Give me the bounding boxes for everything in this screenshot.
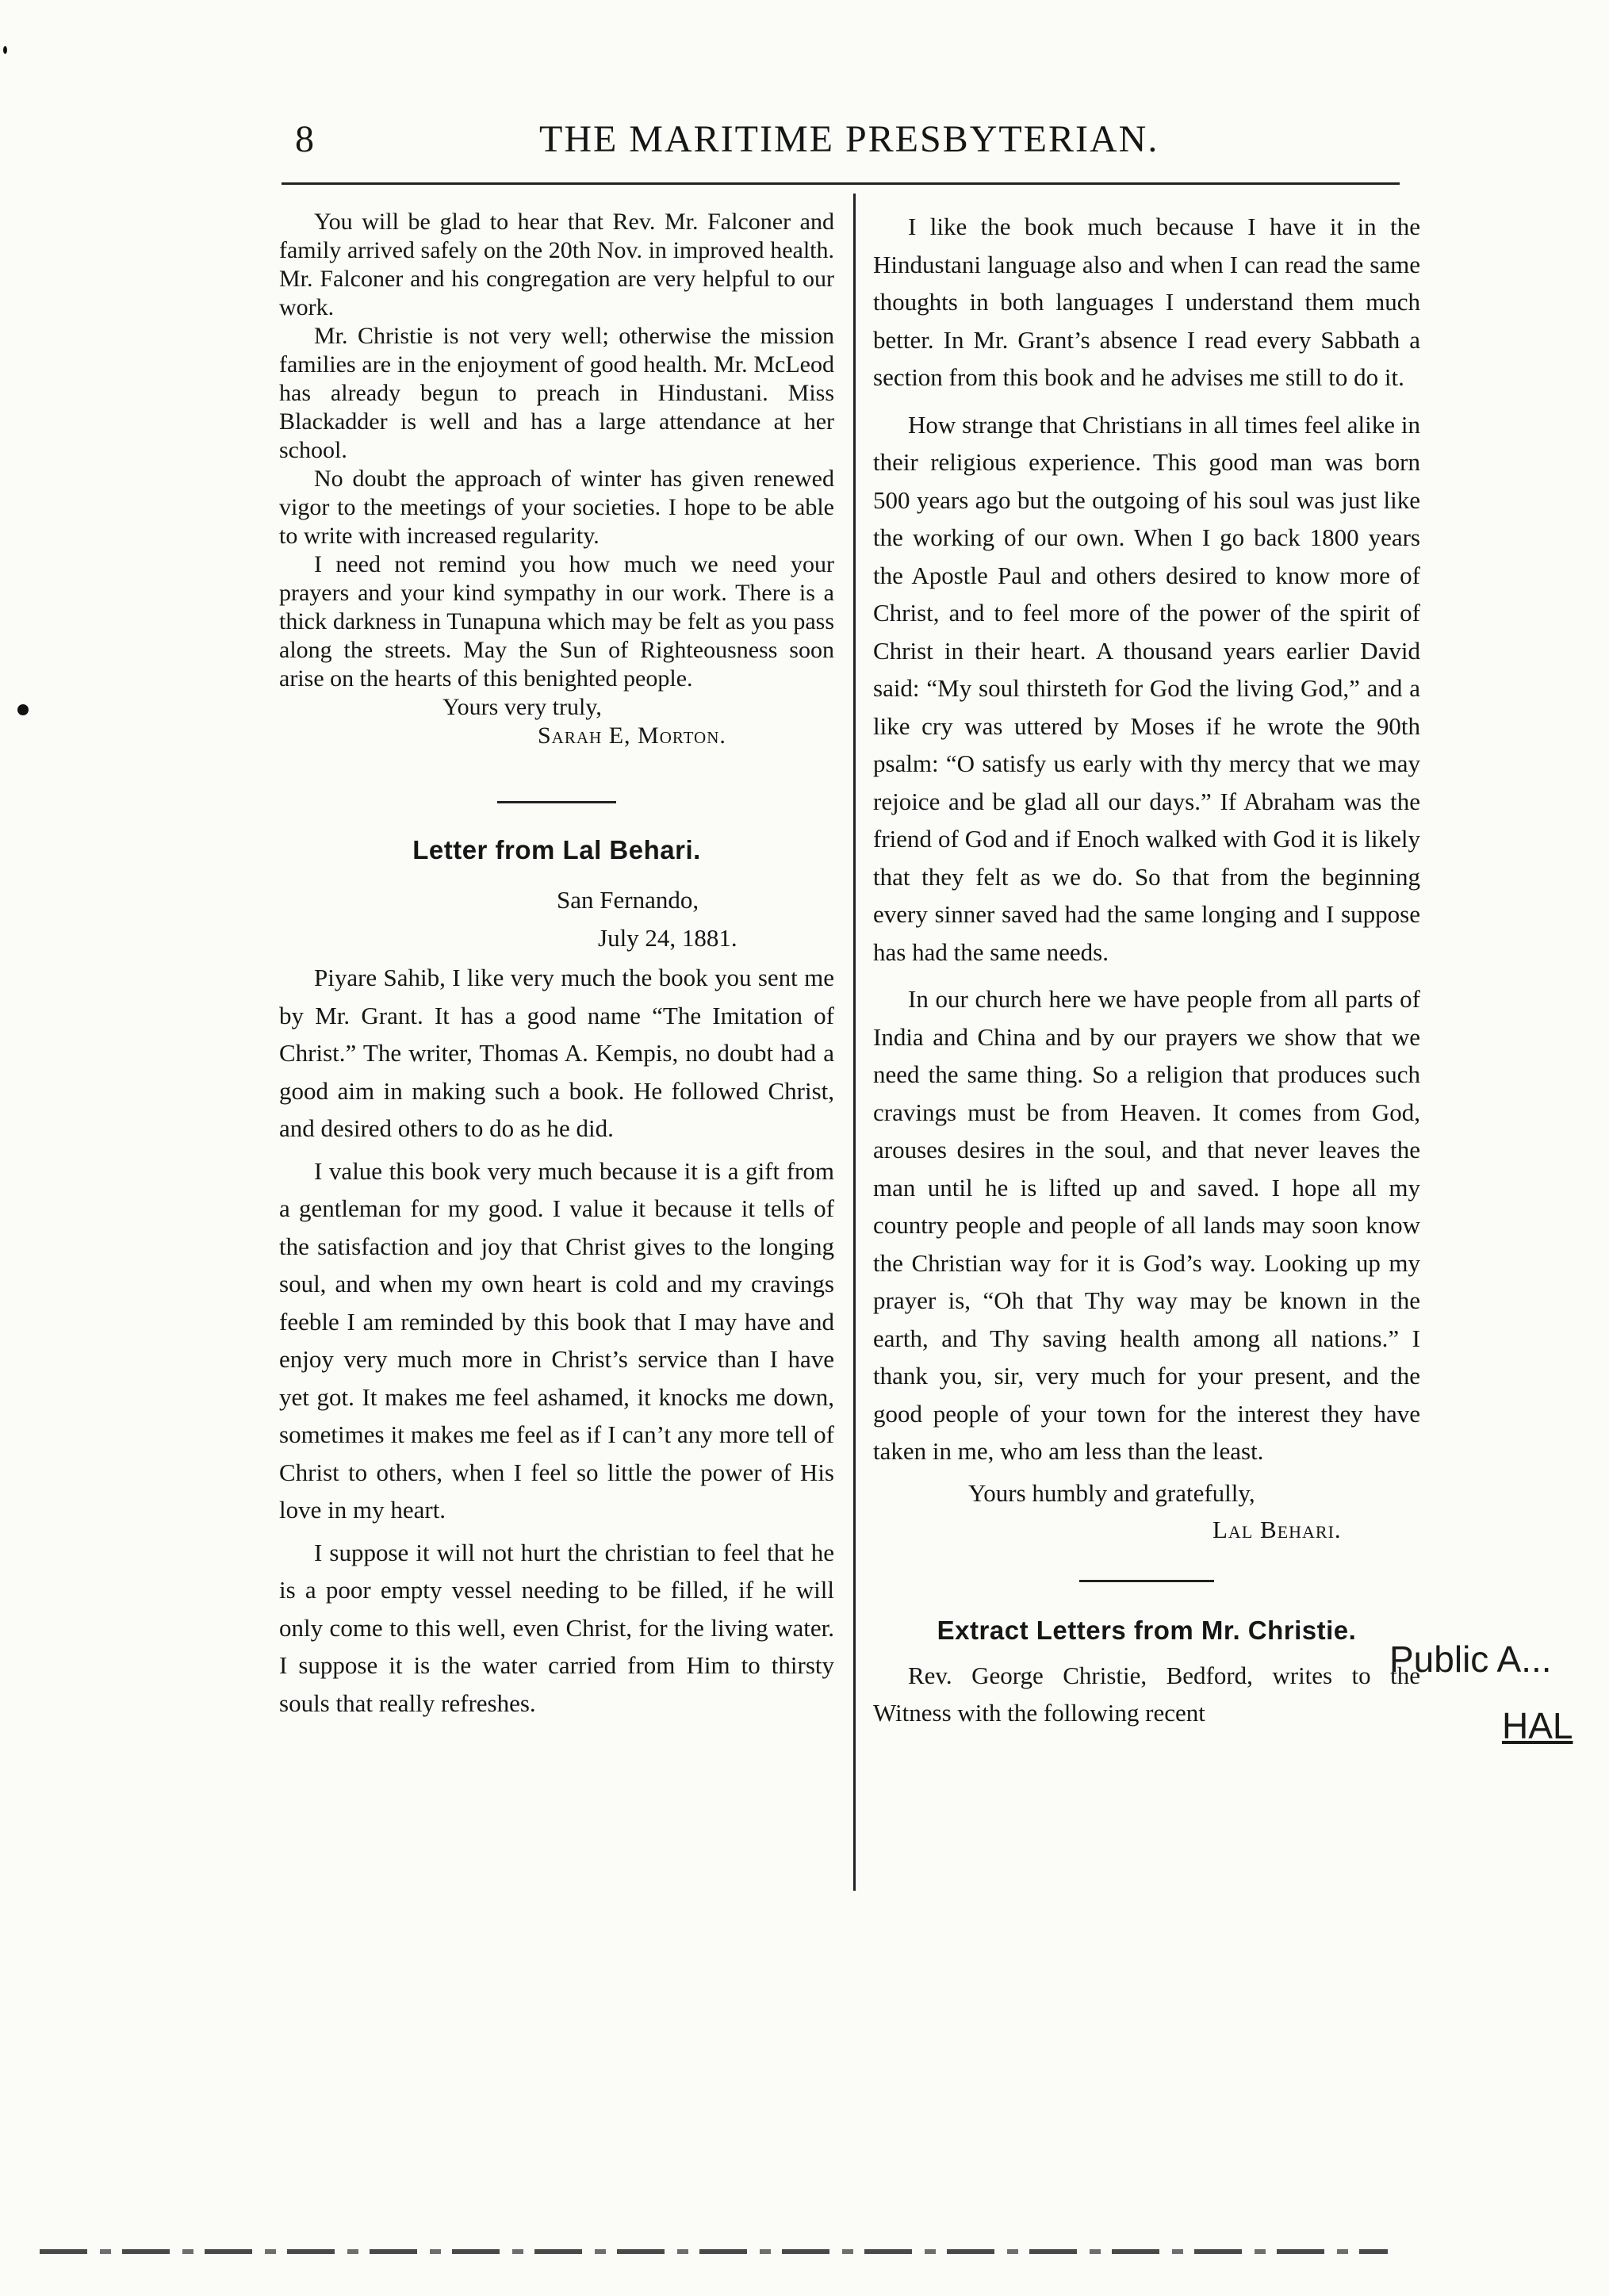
paragraph: I suppose it will not hurt the christian to feel that he is a poor empty vessel needing to be filled, if he will only come to this well, even Christ, for the living water. I suppose it is the water carried from Him to thirsty souls that really refreshes. <box>279 1538 834 1717</box>
page-number: 8 <box>295 118 316 160</box>
paragraph: Mr. Christie is not very well; otherwise the mission families are in the enjoyment of good health. Mr. McLeod has already begun to preach in Hindustani. Miss Blackadder is well and has a large attendance at her school. <box>279 323 834 463</box>
paragraph: I need not remind you how much we need your prayers and your kind sympathy in our work. There is a thick darkness in Tunapuna which may be felt as you pass along the streets. May the Sun of Righteousness soon arise on the hearts of this benighted people. <box>279 551 834 692</box>
closing-salutation: Yours humbly and gratefully, <box>968 1478 1255 1507</box>
left-column <box>279 208 834 1722</box>
stamp-line: Public A... <box>1389 1639 1552 1680</box>
scan-edge-artifact <box>40 2249 1388 2254</box>
column-divider <box>853 194 856 1891</box>
paragraph: Piyare Sahib, I like very much the book you sent me by Mr. Grant. It has a good name “The Imitation of Christ.” The writer, Thomas A. Kempis, no doubt had a good aim in making such a book. He followed Christ, and desired others to do as he did. <box>279 964 834 1142</box>
section-rule <box>497 801 616 803</box>
section-heading: Letter from Lal Behari. <box>412 835 701 864</box>
paragraph: Rev. George Christie, Bedford, writes to the Witness with the following recent <box>873 1661 1420 1727</box>
dateline-date: July 24, 1881. <box>598 924 737 952</box>
paragraph: I like the book much because I have it in the Hindustani language also and when I can read the same thoughts in both languages I understand them much better. In Mr. Grant’s absence I read every Sabbath a section from this book and he advises me still to do it. <box>873 213 1420 391</box>
dateline-place: San Fernando, <box>557 886 699 914</box>
paragraph: No doubt the approach of winter has given renewed vigor to the meetings of your societies. I hope to be able to write with increased regularity. <box>279 466 834 549</box>
page-header <box>285 109 1412 165</box>
scan-speck <box>3 46 7 54</box>
stamp-line: HAL <box>1502 1705 1573 1746</box>
scan-speck <box>17 704 29 715</box>
signature: Sarah E, Morton. <box>538 723 726 749</box>
section-heading: Extract Letters from Mr. Christie. <box>937 1615 1357 1645</box>
dateline <box>279 881 834 957</box>
section-rule <box>1079 1580 1214 1582</box>
header-rule <box>282 182 1400 185</box>
running-title: THE MARITIME PRESBYTERIAN. <box>539 118 1159 160</box>
right-column <box>873 208 1420 1732</box>
closing-salutation: Yours very truly, <box>442 694 602 720</box>
letter-closing <box>279 693 834 750</box>
archive-stamp <box>1389 1626 1596 1759</box>
paragraph: How strange that Christians in all times feel alike in their religious experience. This good man was born 500 years ago but the outgoing of his soul was just like the working of our own. When I go back 1800 years the Apostle Paul and others desired to know more of Christ, and to feel more of the power of the spirit of Christ in their heart. A thousand years earlier David said: “My soul thirsteth for God the living God,” and a like cry was uttered by Moses if he wrote the 90th psalm: “O satisfy us early with thy mercy that we may rejoice and be glad all our days.” If Abraham was the friend of God and if Enoch walked with God it is likely that they felt as we do. So that from the beginning every sinner saved had the same longing and I suppose has had the same needs. <box>873 410 1420 966</box>
paragraph: You will be glad to hear that Rev. Mr. Falconer and family arrived safely on the 20th Nov. in improved health. Mr. Falconer and his congregation are very helpful to our work. <box>279 209 834 320</box>
paragraph: I value this book very much because it is a gift from a gentleman for my good. I value it because it tells of the satisfaction and joy that Christ gives to the longing soul, and when my own heart is cold and my cravings feeble I am reminded by this book that I may have and enjoy very much more in Christ’s service than I have yet got. It makes me feel ashamed, it knocks me down, sometimes it makes me feel as if I can’t any more tell of Christ to others, when I feel so little the power of His love in my heart. <box>279 1156 834 1524</box>
letter-closing <box>873 1475 1420 1548</box>
signature: Lal Behari. <box>1212 1515 1342 1543</box>
paragraph: In our church here we have people from all parts of India and China and by our prayers we show that we need the same thing. So a religion that produces such cravings must be from Heaven. It comes from God, arouses desires in the soul, and that never leaves the man until he is lifted up and saved. I hope all my country people and people of all lands may soon know the Christian way for it is God’s way. Looking up my prayer is, “Oh that Thy way may be known in the earth, and Thy saving health among all nations.” I thank you, sir, very much for your present, and the good people of your town for the interest they have taken in me, who am less than the least. <box>873 985 1420 1465</box>
